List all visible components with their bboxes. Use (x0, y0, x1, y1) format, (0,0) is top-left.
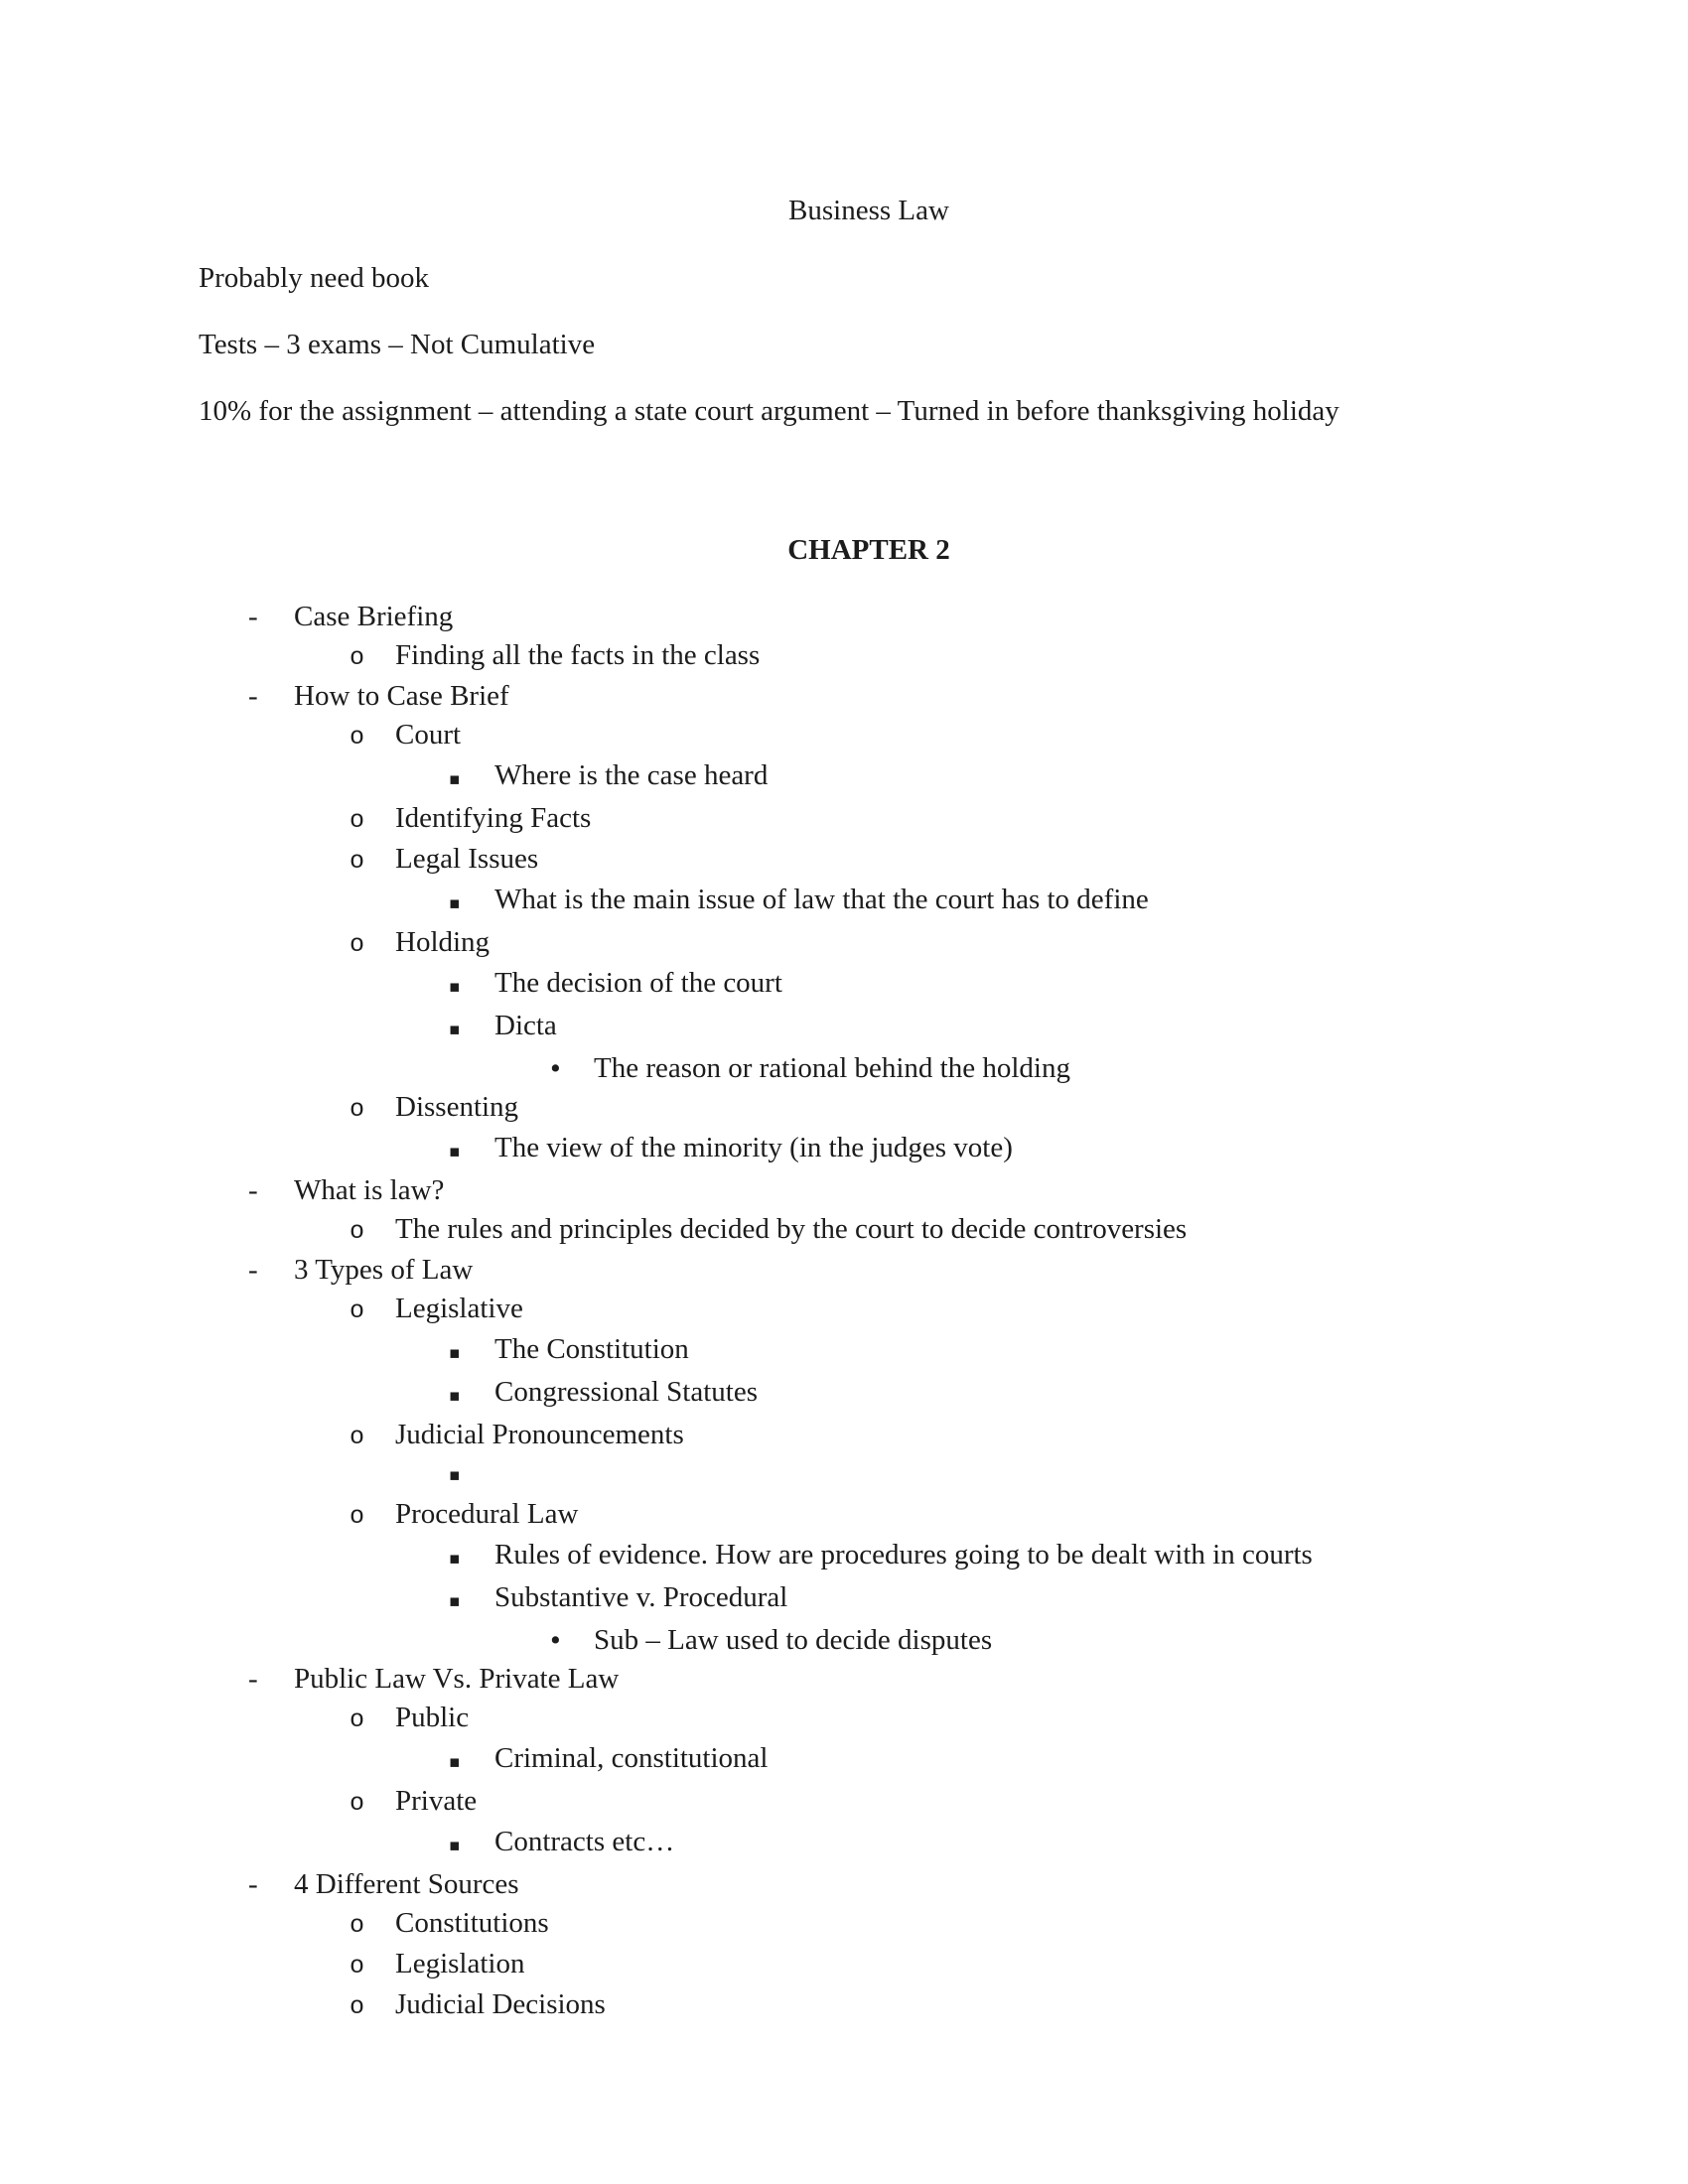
item-text: Rules of evidence. How are procedures going to be dealt with in courts (494, 1539, 1313, 1570)
list-item (350, 716, 1539, 756)
item-text: Criminal, constitutional (494, 1742, 769, 1774)
item-text: Judicial Pronouncements (395, 1419, 684, 1450)
list-item (350, 840, 1539, 881)
bullet-marker: ▪ (449, 769, 461, 789)
item-text: Procedural Law (395, 1498, 579, 1530)
list-item (449, 1578, 1539, 1621)
item-text: What is the main issue of law that the court has to define (494, 884, 1149, 915)
bullet-marker: o (350, 1706, 365, 1734)
bullet-marker: o (350, 1297, 365, 1325)
list-item (350, 923, 1539, 964)
list-item (350, 1088, 1539, 1129)
list-item (449, 1456, 1539, 1495)
intro-paragraph: 10% for the assignment – attending a state court argument – Turned in before thanksgiving holiday (199, 395, 1339, 427)
bullet-marker: ▪ (449, 1465, 461, 1485)
item-text: Contracts etc… (494, 1826, 675, 1857)
list-item (350, 1290, 1539, 1330)
list-item (248, 1865, 1539, 1904)
list-item (350, 1416, 1539, 1456)
list-item (350, 1699, 1539, 1739)
list-item (350, 1782, 1539, 1823)
item-text: Court (395, 719, 462, 751)
bullet-marker: o (350, 1952, 365, 1980)
bullet-marker: o (350, 1217, 365, 1246)
list-item (449, 756, 1539, 799)
bullet-marker: - (248, 1663, 258, 1695)
bullet-marker: - (248, 1254, 258, 1286)
bullet-marker: ▪ (449, 1836, 461, 1855)
list-item (350, 1904, 1539, 1945)
list-item (248, 1251, 1539, 1290)
bullet-marker: • (548, 1054, 563, 1083)
list-item (350, 1495, 1539, 1536)
item-text: The rules and principles decided by the court to decide controversies (395, 1213, 1188, 1245)
item-text: Finding all the facts in the class (395, 639, 761, 671)
list-item (548, 1621, 1539, 1660)
list-item (449, 1739, 1539, 1782)
bullet-marker: ▪ (449, 1020, 461, 1039)
list-item (350, 1945, 1539, 1985)
item-text: Case Briefing (294, 601, 454, 632)
list-item (548, 1049, 1539, 1088)
bullet-marker: ▪ (449, 1549, 461, 1569)
list-item (248, 1171, 1539, 1210)
item-text: 4 Different Sources (294, 1868, 519, 1900)
bullet-marker: - (248, 680, 258, 712)
list-item (449, 1330, 1539, 1373)
bullet-marker: o (350, 1911, 365, 1940)
list-item (350, 799, 1539, 840)
item-text: Identifying Facts (395, 802, 592, 834)
item-text: Congressional Statutes (494, 1376, 759, 1408)
item-text: Public Law Vs. Private Law (294, 1663, 620, 1695)
bullet-marker: o (350, 1992, 365, 2021)
list-item (449, 964, 1539, 1007)
list-item (449, 1823, 1539, 1865)
intro-paragraph: Tests – 3 exams – Not Cumulative (199, 329, 596, 360)
list-item (350, 636, 1539, 677)
bullet-marker: - (248, 601, 258, 632)
outline-list (199, 598, 1539, 2026)
list-item (350, 1985, 1539, 2026)
item-text: The view of the minority (in the judges vote) (494, 1132, 1013, 1163)
item-text: Legislative (395, 1293, 523, 1324)
item-text: What is law? (294, 1174, 445, 1206)
item-text: How to Case Brief (294, 680, 509, 712)
bullet-marker: • (548, 1626, 563, 1655)
item-text: Sub – Law used to decide disputes (594, 1624, 993, 1656)
bullet-marker: ▪ (449, 893, 461, 913)
bullet-marker: o (350, 1502, 365, 1531)
list-item (449, 1536, 1539, 1578)
intro-paragraph: Probably need book (199, 262, 429, 294)
list-item (449, 881, 1539, 923)
item-text: Private (395, 1785, 478, 1817)
bullet-marker: ▪ (449, 977, 461, 997)
bullet-marker: o (350, 643, 365, 672)
list-item (248, 598, 1539, 636)
bullet-marker: ▪ (449, 1386, 461, 1406)
bullet-marker: - (248, 1868, 258, 1900)
bullet-marker: o (350, 806, 365, 835)
item-text: The reason or rational behind the holding (594, 1052, 1070, 1084)
bullet-marker: o (350, 1095, 365, 1124)
list-item (248, 677, 1539, 716)
item-text: 3 Types of Law (294, 1254, 474, 1286)
bullet-marker: ▪ (449, 1752, 461, 1772)
item-text: Judicial Decisions (395, 1988, 606, 2020)
item-text: Dicta (494, 1010, 557, 1041)
list-item (350, 1210, 1539, 1251)
item-text: Substantive v. Procedural (494, 1581, 788, 1613)
bullet-marker: ▪ (449, 1343, 461, 1363)
item-text: Legislation (395, 1948, 525, 1979)
item-text: Where is the case heard (494, 759, 769, 791)
item-text: Holding (395, 926, 491, 958)
bullet-marker: ▪ (449, 1591, 461, 1611)
bullet-marker: o (350, 723, 365, 751)
bullet-marker: - (248, 1174, 258, 1206)
item-text: The decision of the court (494, 967, 782, 999)
bullet-marker: o (350, 847, 365, 876)
item-text: Legal Issues (395, 843, 539, 875)
item-text: Constitutions (395, 1907, 549, 1939)
list-item (449, 1373, 1539, 1416)
list-item (248, 1660, 1539, 1699)
item-text: Dissenting (395, 1091, 519, 1123)
bullet-marker: o (350, 930, 365, 959)
item-text: The Constitution (494, 1333, 689, 1365)
list-item (449, 1129, 1539, 1171)
bullet-marker: o (350, 1789, 365, 1818)
list-item (449, 1007, 1539, 1049)
chapter-heading: CHAPTER 2 (787, 534, 950, 566)
bullet-marker: ▪ (449, 1142, 461, 1161)
item-text: Public (395, 1702, 470, 1733)
document-title: Business Law (788, 195, 949, 226)
bullet-marker: o (350, 1423, 365, 1451)
